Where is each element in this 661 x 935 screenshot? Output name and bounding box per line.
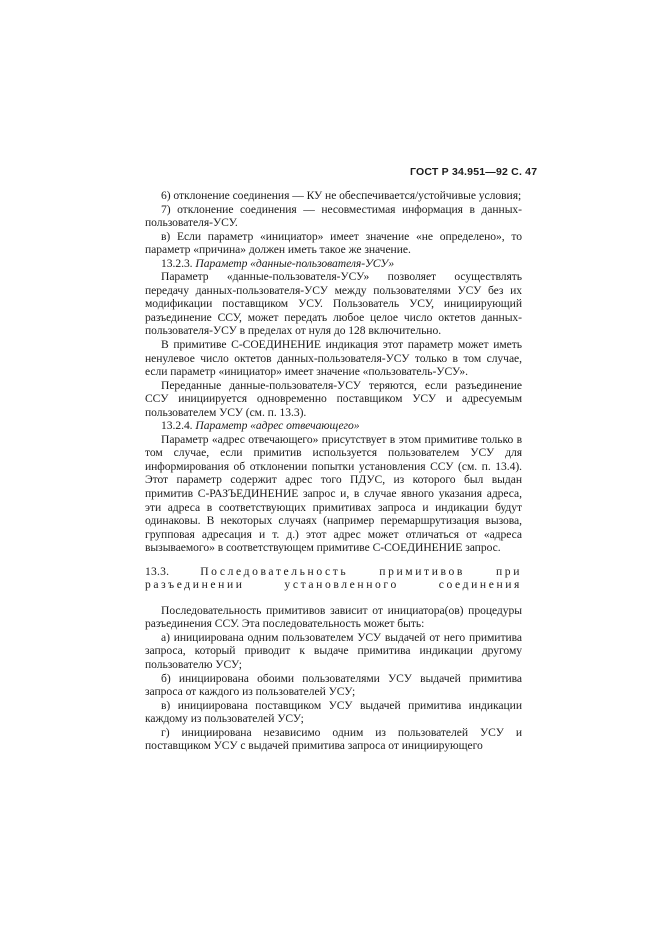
paragraph: Переданные данные-пользователя-УСУ теряются, если разъединение ССУ инициируется одновременно поставщиком УСУ и адресуемым пользователем УСУ (см. п. 13.3). bbox=[145, 378, 522, 419]
list-item-b: б) инициирована обоими пользователями УСУ выдачей примитива запроса от каждого из пользователей УСУ; bbox=[145, 671, 522, 699]
paragraph: В примитиве С-СОЕДИНЕНИЕ индикация этот параметр может иметь ненулевое число октетов данных-пользователя-УСУ только в том случае, если параметр «инициатор» имеет значение «пользователь-УСУ». bbox=[145, 338, 522, 379]
list-item-g: г) инициирована независимо одним из пользователей УСУ и поставщиком УСУ с выдачей примитива запроса от инициирующего bbox=[145, 725, 522, 753]
subsection-heading-13-2-3 bbox=[145, 257, 522, 271]
subsection-heading-13-2-4 bbox=[145, 419, 522, 433]
list-item-6: 6) отклонение соединения — КУ не обеспечивается/устойчивые условия; bbox=[161, 189, 522, 202]
list-item-7: 7) отклонение соединения — несовместимая информация в данных-пользователя-УСУ. bbox=[145, 202, 522, 230]
page-body bbox=[145, 189, 522, 753]
subsection-title: Параметр «адрес отвечающего» bbox=[195, 419, 360, 433]
subsection-title: Параметр «данные-пользователя-УСУ» bbox=[195, 256, 395, 270]
paragraph: Последовательность примитивов зависит от инициатора(ов) процедуры разъединения ССУ. Эта последовательность может быть: bbox=[145, 603, 522, 631]
subsection-number: 13.2.3. bbox=[161, 256, 193, 270]
section-title: Последовательность примитивов при разъединении установленного соединения bbox=[145, 564, 522, 592]
list-item-a: а) инициирована одним пользователем УСУ выдачей от него примитива запроса, который приводит к выдаче примитива индикации другому пользователю УСУ; bbox=[145, 630, 522, 671]
list-item-v2: в) инициирована поставщиком УСУ выдачей примитива индикации каждому из пользователей УСУ; bbox=[145, 698, 522, 726]
section-heading-13-3 bbox=[145, 565, 522, 592]
paragraph: Параметр «адрес отвечающего» присутствует в этом примитиве только в том случае, если примитив используется пользователем УСУ для информирования об отклонении попытки установления ССУ (см. п. 13.4). Этот параметр содержит адрес того ПДУС, из которого был выдан примитив С-РАЗЪЕДИНЕНИЕ запрос и, в случае явного указания адреса, эти адреса в соответствующих примитивах запроса и индикации будут одинаковы. В некоторых случаях (например перемаршрутизация вызова, групповая адресация и т. д.) этот адрес может отличаться от «адреса вызываемого» в соответствующем примитиве С-СОЕДИНЕНИЕ запрос. bbox=[145, 432, 522, 555]
running-header: ГОСТ Р 34.951—92 С. 47 bbox=[410, 166, 538, 178]
paragraph: Параметр «данные-пользователя-УСУ» позволяет осуществлять передачу данных-пользователя-УСУ между пользователями УСУ без их модификации поставщиком УСУ. Пользователь УСУ, инициирующий разъединение ССУ, может передать любое целое число октетов данных-пользователя-УСУ в пределах от нуля до 128 включительно. bbox=[145, 270, 522, 338]
section-number: 13.3. bbox=[145, 564, 170, 578]
list-item-v: в) Если параметр «инициатор» имеет значение «не определено», то параметр «причина» должен иметь такое же значение. bbox=[145, 229, 522, 257]
subsection-number: 13.2.4. bbox=[161, 419, 193, 433]
